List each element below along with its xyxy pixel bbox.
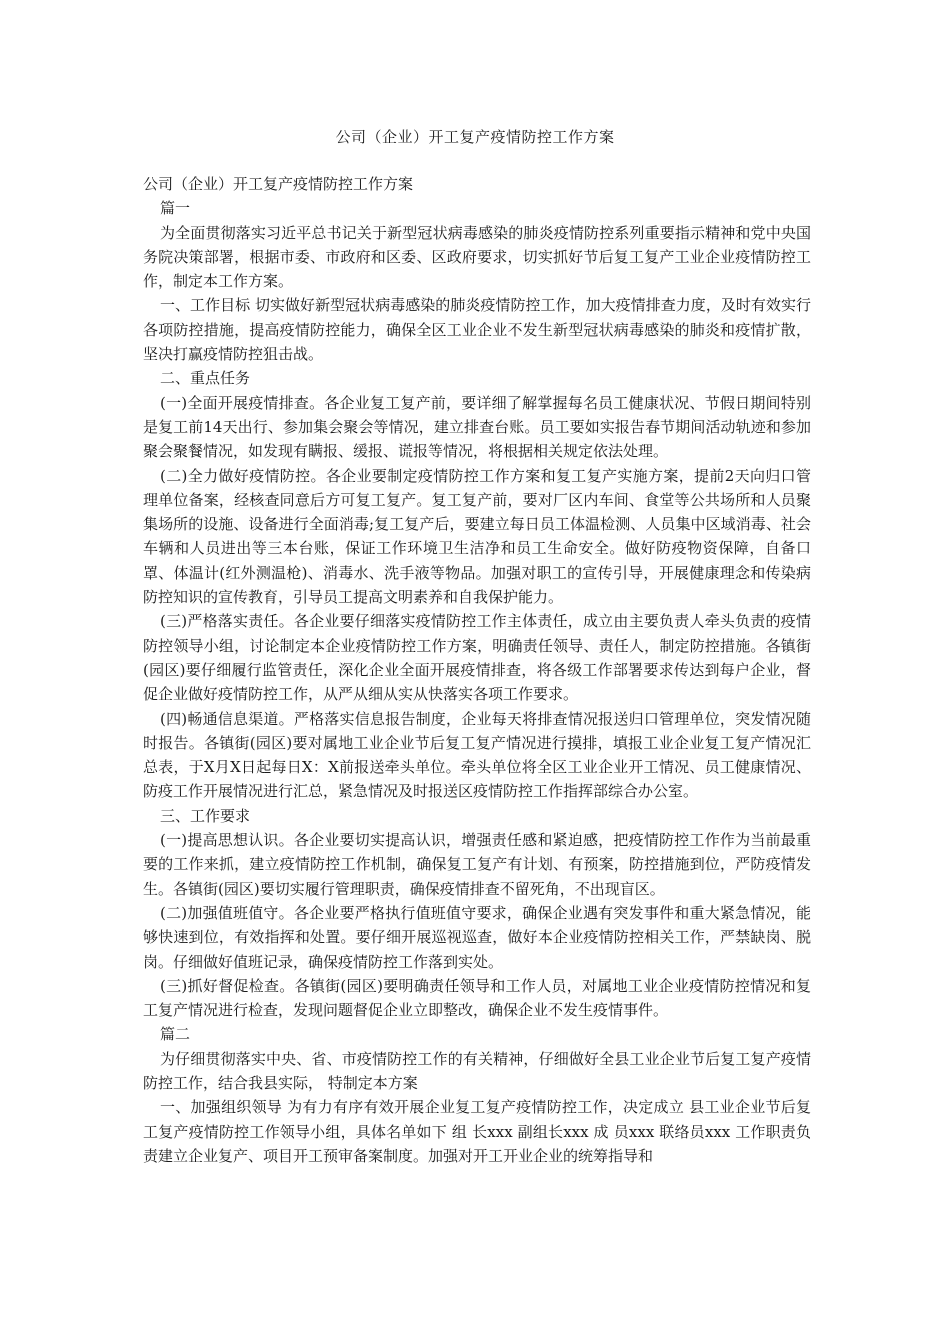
paragraph: (一)全面开展疫情排查。各企业复工复产前，要详细了解掌握每名员工健康状况、节假日期间特别是复工前14天出行、参加集会聚会等情况，建立排查台账。员工要如实报告春节期间活动轨迹和参加聚会聚餐情况，如发现有瞒报、缓报、谎报等情况，将根据相关规定依法处理。 xyxy=(143,393,811,461)
section-label: 篇一 xyxy=(160,199,191,218)
paragraph: (二)加强值班值守。各企业要严格执行值班值守要求，确保企业遇有突发事件和重大紧急情况，能够快速到位，有效指挥和处置。要仔细开展巡视巡查，做好本企业疫情防控相关工作，严禁缺岗、脱岗。仔细做好值班记录，确保疫情防控工作落到实处。 xyxy=(143,903,811,971)
paragraph: 一、加强组织领导 为有力有序有效开展企业复工复产疫情防控工作，决定成立 县工业企业节后复工复产疫情防控工作领导小组，具体名单如下 组 长xxx 副组长xxx 成 员xxx 联络员xxx 工作职责负责建立企业复产、项目开工预审备案制度。加强对开工开业企业的统筹指导和 xyxy=(143,1098,811,1165)
paragraph: (四)畅通信息渠道。严格落实信息报告制度，企业每天将排查情况报送归口管理单位，突发情况随时报告。各镇街(园区)要对属地工业企业节后复工复产情况进行摸排，填报工业企业复工复产情况汇总表，于X月X日起每日X：X前报送牵头单位。牵头单位将全区工业企业开工情况、员工健康情况、防疫工作开展情况进行汇总，紧急情况及时报送区疫情防控工作指挥部综合办公室。 xyxy=(143,709,811,801)
body-heading: 公司（企业）开工复产疫情防控工作方案 xyxy=(143,175,414,193)
paragraph: (三)抓好督促检查。各镇街(园区)要明确责任领导和工作人员，对属地工业企业疫情防控情况和复工复产情况进行检查，发现问题督促企业立即整改，确保企业不发生疫情事件。 xyxy=(143,976,811,1020)
section-heading: 三、工作要求 xyxy=(160,806,251,825)
paragraph: 为全面贯彻落实习近平总书记关于新型冠状病毒感染的肺炎疫情防控系列重要指示精神和党中央国务院决策部署，根据市委、市政府和区委、区政府要求，切实抓好节后复工复产工业企业疫情防控工作，制定本工作方案。 xyxy=(143,223,811,291)
paragraph: (三)严格落实责任。各企业要仔细落实疫情防控工作主体责任，成立由主要负责人牵头负责的疫情防控领导小组，讨论制定本企业疫情防控工作方案，明确责任领导、责任人，制定防控措施。各镇街(园区)要仔细履行监管责任，深化企业全面开展疫情排查，将各级工作部署要求传达到每户企业，督促企业做好疫情防控工作，从严从细从实从快落实各项工作要求。 xyxy=(143,612,811,704)
paragraph: 为仔细贯彻落实中央、省、市疫情防控工作的有关精神，仔细做好全县工业企业节后复工复产疫情防控工作，结合我县实际， 特制定本方案 xyxy=(143,1049,811,1092)
paragraph: (一)提高思想认识。各企业要切实提高认识，增强责任感和紧迫感，把疫情防控工作作为当前最重要的工作来抓，建立疫情防控工作机制，确保复工复产有计划、有预案，防控措施到位，严防疫情发生。各镇街(园区)要切实履行管理职责，确保疫情排查不留死角，不出现盲区。 xyxy=(143,831,811,898)
section-label: 篇二 xyxy=(160,1025,191,1044)
section-heading: 二、重点任务 xyxy=(160,369,251,388)
paragraph: (二)全力做好疫情防控。各企业要制定疫情防控工作方案和复工复产实施方案，提前2天向归口管理单位备案，经核查同意后方可复工复产。复工复产前，要对厂区内车间、食堂等公共场所和人员聚集场所的设施、设备进行全面消毒;复工复产后，要建立每日员工体温检测、人员集中区域消毒、社会车辆和人员进出等三本台账，保证工作环境卫生洁净和员工生命安全。做好防疫物资保障，自备口罩、体温计(红外测温枪)、消毒水、洗手液等物品。加强对职工的宣传引导，开展健康理念和传染病防控知识的宣传教育，引导员工提高文明素养和自我保护能力。 xyxy=(143,466,811,607)
paragraph: 一、工作目标 切实做好新型冠状病毒感染的肺炎疫情防控工作，加大疫情排查力度，及时有效实行各项防控措施，提高疫情防控能力，确保全区工业企业不发生新型冠状病毒感染的肺炎和疫情扩散，坚决打赢疫情防控狙击战。 xyxy=(143,296,811,364)
document-title: 公司（企业）开工复产疫情防控工作方案 xyxy=(335,128,615,146)
document-body xyxy=(143,172,811,1168)
